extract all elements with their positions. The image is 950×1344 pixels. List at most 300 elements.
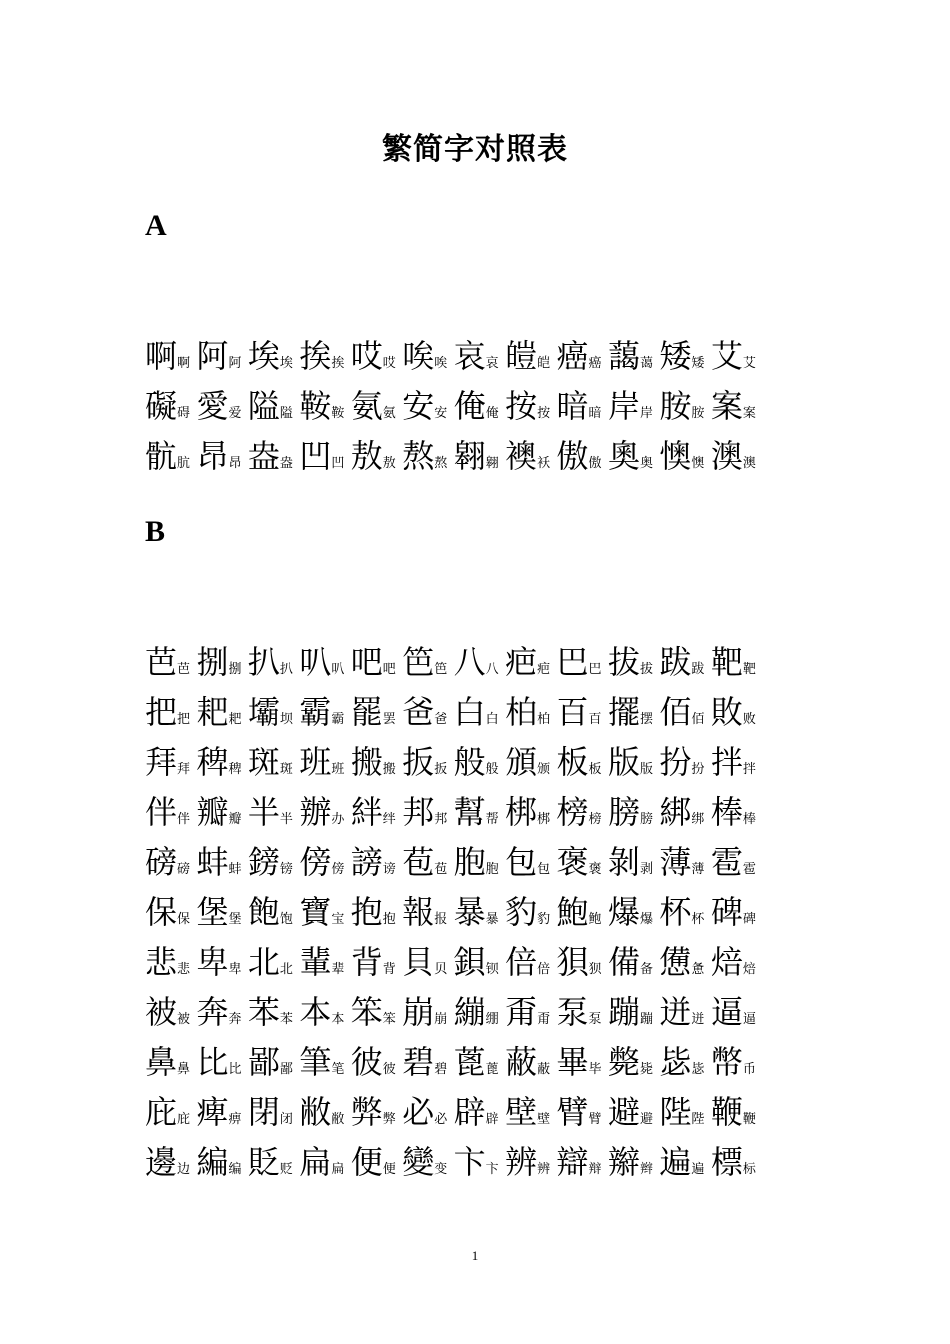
simplified-char: 爸 <box>434 712 448 727</box>
traditional-char: 北 <box>247 943 280 981</box>
simplified-char: 阿 <box>228 356 242 371</box>
simplified-char: 绷 <box>485 1012 499 1027</box>
traditional-char: 畢 <box>556 1043 589 1081</box>
simplified-char: 贝 <box>434 962 448 977</box>
traditional-char: 碧 <box>402 1043 435 1081</box>
simplified-char: 哎 <box>382 356 396 371</box>
traditional-char: 般 <box>453 743 486 781</box>
traditional-char: 鮑 <box>556 893 589 931</box>
simplified-char: 褒 <box>588 862 602 877</box>
simplified-char: 半 <box>279 812 293 827</box>
char-pair <box>248 1137 294 1195</box>
simplified-char: 胺 <box>691 406 705 421</box>
simplified-char: 薄 <box>691 862 705 877</box>
simplified-char: 搬 <box>382 762 396 777</box>
simplified-char: 痹 <box>228 1112 242 1127</box>
traditional-char: 鋇 <box>453 943 486 981</box>
simplified-char: 辨 <box>537 1162 551 1177</box>
char-pair <box>711 1137 757 1195</box>
simplified-char: 饱 <box>279 912 293 927</box>
simplified-char: 狈 <box>588 962 602 977</box>
traditional-char: 瓣 <box>196 793 229 831</box>
simplified-char: 绊 <box>382 812 396 827</box>
char-row <box>145 431 765 481</box>
traditional-char: 百 <box>556 693 589 731</box>
traditional-char: 邊 <box>145 1143 178 1181</box>
simplified-char: 凹 <box>331 456 345 471</box>
traditional-char: 昂 <box>196 437 229 475</box>
simplified-char: 被 <box>177 1012 191 1027</box>
traditional-char: 暗 <box>556 387 589 425</box>
simplified-char: 杯 <box>691 912 705 927</box>
traditional-char: 翱 <box>453 437 486 475</box>
traditional-char: 靶 <box>710 643 743 681</box>
simplified-char: 彼 <box>382 1062 396 1077</box>
traditional-char: 搬 <box>350 743 383 781</box>
simplified-char: 奥 <box>639 456 653 471</box>
traditional-char: 壁 <box>505 1093 538 1131</box>
traditional-char: 磅 <box>145 843 178 881</box>
simplified-char: 拜 <box>177 762 191 777</box>
traditional-char: 辦 <box>299 793 332 831</box>
char-row <box>145 887 765 937</box>
traditional-char: 避 <box>607 1093 640 1131</box>
traditional-char: 辮 <box>607 1143 640 1181</box>
simplified-char: 隘 <box>279 406 293 421</box>
traditional-char: 扮 <box>659 743 692 781</box>
page-number: 1 <box>471 1248 479 1263</box>
simplified-char: 备 <box>639 962 653 977</box>
char-pair <box>351 1137 397 1195</box>
char-pair <box>608 1137 654 1195</box>
traditional-char: 板 <box>556 743 589 781</box>
traditional-char: 絆 <box>350 793 383 831</box>
traditional-char: 卞 <box>453 1143 486 1181</box>
traditional-char: 暴 <box>453 893 486 931</box>
simplified-char: 瓣 <box>228 812 242 827</box>
traditional-char: 案 <box>710 387 743 425</box>
traditional-char: 褒 <box>556 843 589 881</box>
simplified-char: 昂 <box>228 456 242 471</box>
simplified-char: 傍 <box>331 862 345 877</box>
char-row <box>145 1137 765 1187</box>
simplified-char: 伴 <box>177 812 191 827</box>
char-pair <box>145 1137 191 1195</box>
simplified-char: 矮 <box>691 356 705 371</box>
traditional-char: 愛 <box>196 387 229 425</box>
traditional-char: 礙 <box>145 387 178 425</box>
traditional-char: 崩 <box>402 993 435 1031</box>
simplified-char: 疤 <box>537 662 551 677</box>
simplified-char: 鄙 <box>279 1062 293 1077</box>
char-row <box>145 1087 765 1137</box>
traditional-char: 陛 <box>659 1093 692 1131</box>
char-row <box>145 687 765 737</box>
traditional-char: 稗 <box>196 743 229 781</box>
simplified-char: 邦 <box>434 812 448 827</box>
traditional-char: 悲 <box>145 943 178 981</box>
simplified-char: 辟 <box>485 1112 499 1127</box>
simplified-char: 碑 <box>742 912 756 927</box>
simplified-char: 绑 <box>691 812 705 827</box>
traditional-char: 謗 <box>350 843 383 881</box>
traditional-char: 挨 <box>299 337 332 375</box>
simplified-char: 鲍 <box>588 912 602 927</box>
traditional-char: 俺 <box>453 387 486 425</box>
traditional-char: 憊 <box>659 943 692 981</box>
traditional-char: 鞍 <box>299 387 332 425</box>
simplified-char: 碧 <box>434 1062 448 1077</box>
char-row <box>145 1037 765 1087</box>
traditional-char: 壩 <box>247 693 280 731</box>
simplified-char: 扒 <box>279 662 293 677</box>
traditional-char: 鎊 <box>247 843 280 881</box>
traditional-char: 矮 <box>659 337 692 375</box>
traditional-char: 蔽 <box>505 1043 538 1081</box>
traditional-char: 薄 <box>659 843 692 881</box>
simplified-char: 蹦 <box>639 1012 653 1027</box>
simplified-char: 胞 <box>485 862 499 877</box>
simplified-char: 佰 <box>691 712 705 727</box>
traditional-char: 敝 <box>299 1093 332 1131</box>
traditional-char: 梆 <box>505 793 538 831</box>
simplified-char: 泵 <box>588 1012 602 1027</box>
traditional-char: 抱 <box>350 893 383 931</box>
simplified-char: 挨 <box>331 356 345 371</box>
simplified-char: 悲 <box>177 962 191 977</box>
traditional-char: 飽 <box>247 893 280 931</box>
traditional-char: 幫 <box>453 793 486 831</box>
traditional-char: 胺 <box>659 387 692 425</box>
traditional-char: 傲 <box>556 437 589 475</box>
simplified-char: 哀 <box>485 356 499 371</box>
traditional-char: 扒 <box>247 643 280 681</box>
traditional-char: 甭 <box>505 993 538 1031</box>
traditional-char: 弊 <box>350 1093 383 1131</box>
simplified-char: 背 <box>382 962 396 977</box>
traditional-char: 把 <box>145 693 178 731</box>
char-pair <box>402 431 448 489</box>
simplified-char: 唉 <box>434 356 448 371</box>
char-row <box>145 837 765 887</box>
traditional-char: 臂 <box>556 1093 589 1131</box>
char-pair <box>659 431 705 489</box>
simplified-char: 磅 <box>177 862 191 877</box>
simplified-char: 倍 <box>537 962 551 977</box>
simplified-char: 暗 <box>588 406 602 421</box>
traditional-char: 杯 <box>659 893 692 931</box>
char-pair <box>402 1137 448 1195</box>
section-a-char-rows <box>145 331 765 481</box>
traditional-char: 半 <box>247 793 280 831</box>
traditional-char: 碑 <box>710 893 743 931</box>
simplified-char: 镑 <box>279 862 293 877</box>
traditional-char: 霸 <box>299 693 332 731</box>
traditional-char: 捌 <box>196 643 229 681</box>
simplified-char: 霸 <box>331 712 345 727</box>
simplified-char: 标 <box>742 1162 756 1177</box>
simplified-char: 臂 <box>588 1112 602 1127</box>
simplified-char: 北 <box>279 962 293 977</box>
simplified-char: 本 <box>331 1012 345 1027</box>
char-pair <box>248 431 294 489</box>
traditional-char: 柏 <box>505 693 538 731</box>
simplified-char: 毖 <box>691 1062 705 1077</box>
simplified-char: 迸 <box>691 1012 705 1027</box>
traditional-char: 報 <box>402 893 435 931</box>
simplified-char: 碍 <box>177 406 191 421</box>
simplified-char: 敖 <box>382 456 396 471</box>
traditional-char: 鄙 <box>247 1043 280 1081</box>
traditional-char: 傍 <box>299 843 332 881</box>
simplified-char: 俺 <box>485 406 499 421</box>
simplified-char: 熬 <box>434 456 448 471</box>
traditional-char: 罷 <box>350 693 383 731</box>
traditional-char: 敖 <box>350 437 383 475</box>
simplified-char: 膀 <box>639 812 653 827</box>
traditional-char: 迸 <box>659 993 692 1031</box>
traditional-char: 笆 <box>402 643 435 681</box>
simplified-char: 艾 <box>742 356 756 371</box>
traditional-char: 狽 <box>556 943 589 981</box>
traditional-char: 編 <box>196 1143 229 1181</box>
simplified-char: 笆 <box>434 662 448 677</box>
traditional-char: 啊 <box>145 337 178 375</box>
simplified-char: 闭 <box>279 1112 293 1127</box>
simplified-char: 扮 <box>691 762 705 777</box>
simplified-char: 贬 <box>279 1162 293 1177</box>
simplified-char: 蔽 <box>537 1062 551 1077</box>
traditional-char: 痺 <box>196 1093 229 1131</box>
simplified-char: 爆 <box>639 912 653 927</box>
traditional-char: 盎 <box>247 437 280 475</box>
traditional-char: 擺 <box>607 693 640 731</box>
char-pair <box>299 431 345 489</box>
traditional-char: 毖 <box>659 1043 692 1081</box>
simplified-char: 鼻 <box>177 1062 191 1077</box>
char-pair <box>711 431 757 489</box>
traditional-char: 吧 <box>350 643 383 681</box>
traditional-char: 庇 <box>145 1093 178 1131</box>
char-pair <box>454 431 500 489</box>
simplified-char: 八 <box>485 662 499 677</box>
traditional-char: 笨 <box>350 993 383 1031</box>
traditional-char: 襖 <box>505 437 538 475</box>
char-pair <box>145 431 191 489</box>
traditional-char: 拔 <box>607 643 640 681</box>
simplified-char: 蓖 <box>485 1062 499 1077</box>
simplified-char: 傲 <box>588 456 602 471</box>
traditional-char: 班 <box>299 743 332 781</box>
traditional-char: 跋 <box>659 643 692 681</box>
simplified-char: 甭 <box>537 1012 551 1027</box>
simplified-char: 暴 <box>485 912 499 927</box>
simplified-char: 把 <box>177 712 191 727</box>
traditional-char: 必 <box>402 1093 435 1131</box>
traditional-char: 白 <box>453 693 486 731</box>
char-row <box>145 987 765 1037</box>
traditional-char: 頒 <box>505 743 538 781</box>
traditional-char: 奔 <box>196 993 229 1031</box>
traditional-char: 寶 <box>299 893 332 931</box>
traditional-char: 伴 <box>145 793 178 831</box>
simplified-char: 般 <box>485 762 499 777</box>
simplified-char: 鞍 <box>331 406 345 421</box>
simplified-char: 颁 <box>537 762 551 777</box>
simplified-char: 苞 <box>434 862 448 877</box>
simplified-char: 堡 <box>228 912 242 927</box>
simplified-char: 蔼 <box>639 356 653 371</box>
char-pair <box>505 431 551 489</box>
simplified-char: 编 <box>228 1162 242 1177</box>
traditional-char: 骯 <box>145 437 178 475</box>
char-pair <box>557 431 603 489</box>
simplified-char: 啊 <box>177 356 191 371</box>
simplified-char: 弊 <box>382 1112 396 1127</box>
traditional-char: 埃 <box>247 337 280 375</box>
traditional-char: 叭 <box>299 643 332 681</box>
simplified-char: 拔 <box>639 662 653 677</box>
simplified-char: 皑 <box>537 356 551 371</box>
traditional-char: 彼 <box>350 1043 383 1081</box>
traditional-char: 巴 <box>556 643 589 681</box>
simplified-char: 巴 <box>588 662 602 677</box>
simplified-char: 败 <box>742 712 756 727</box>
simplified-char: 按 <box>537 406 551 421</box>
traditional-char: 版 <box>607 743 640 781</box>
simplified-char: 罢 <box>382 712 396 727</box>
traditional-char: 焙 <box>710 943 743 981</box>
traditional-char: 變 <box>402 1143 435 1181</box>
traditional-char: 辟 <box>453 1093 486 1131</box>
simplified-char: 安 <box>434 406 448 421</box>
simplified-char: 办 <box>331 812 345 827</box>
traditional-char: 蚌 <box>196 843 229 881</box>
simplified-char: 钡 <box>485 962 499 977</box>
traditional-char: 雹 <box>710 843 743 881</box>
traditional-char: 鼻 <box>145 1043 178 1081</box>
simplified-char: 豹 <box>537 912 551 927</box>
traditional-char: 背 <box>350 943 383 981</box>
traditional-char: 保 <box>145 893 178 931</box>
simplified-char: 辈 <box>331 962 345 977</box>
traditional-char: 扁 <box>299 1143 332 1181</box>
simplified-char: 氨 <box>382 406 396 421</box>
traditional-char: 逼 <box>710 993 743 1031</box>
simplified-char: 帮 <box>485 812 499 827</box>
traditional-char: 堡 <box>196 893 229 931</box>
simplified-char: 崩 <box>434 1012 448 1027</box>
traditional-char: 剝 <box>607 843 640 881</box>
simplified-char: 蚌 <box>228 862 242 877</box>
section-letter-b: B <box>145 515 166 548</box>
simplified-char: 抱 <box>382 912 396 927</box>
traditional-char: 按 <box>505 387 538 425</box>
traditional-char: 奧 <box>607 437 640 475</box>
char-row <box>145 637 765 687</box>
traditional-char: 卑 <box>196 943 229 981</box>
simplified-char: 棒 <box>742 812 756 827</box>
char-pair <box>454 1137 500 1195</box>
char-pair <box>196 431 242 489</box>
simplified-char: 靶 <box>742 662 756 677</box>
traditional-char: 芭 <box>145 643 178 681</box>
char-row <box>145 381 765 431</box>
simplified-char: 剥 <box>639 862 653 877</box>
simplified-char: 榜 <box>588 812 602 827</box>
char-row <box>145 787 765 837</box>
simplified-char: 币 <box>742 1062 756 1077</box>
simplified-char: 扳 <box>434 762 448 777</box>
simplified-char: 敝 <box>331 1112 345 1127</box>
simplified-char: 庇 <box>177 1112 191 1127</box>
char-pair <box>351 431 397 489</box>
simplified-char: 卑 <box>228 962 242 977</box>
traditional-char: 蹦 <box>607 993 640 1031</box>
simplified-char: 盎 <box>279 456 293 471</box>
traditional-char: 岸 <box>607 387 640 425</box>
char-row <box>145 737 765 787</box>
traditional-char: 拌 <box>710 743 743 781</box>
traditional-char: 唉 <box>402 337 435 375</box>
traditional-char: 斃 <box>607 1043 640 1081</box>
traditional-char: 氨 <box>350 387 383 425</box>
simplified-char: 遍 <box>691 1162 705 1177</box>
traditional-char: 鞭 <box>710 1093 743 1131</box>
simplified-char: 扁 <box>331 1162 345 1177</box>
traditional-char: 爸 <box>402 693 435 731</box>
simplified-char: 白 <box>485 712 499 727</box>
simplified-char: 必 <box>434 1112 448 1127</box>
char-row <box>145 331 765 381</box>
simplified-char: 案 <box>742 406 756 421</box>
simplified-char: 笔 <box>331 1062 345 1077</box>
simplified-char: 岸 <box>639 406 653 421</box>
simplified-char: 变 <box>434 1162 448 1177</box>
simplified-char: 宝 <box>331 912 345 927</box>
simplified-char: 摆 <box>639 712 653 727</box>
simplified-char: 谤 <box>382 862 396 877</box>
simplified-char: 斑 <box>279 762 293 777</box>
traditional-char: 扳 <box>402 743 435 781</box>
traditional-char: 佰 <box>659 693 692 731</box>
traditional-char: 棒 <box>710 793 743 831</box>
traditional-char: 耙 <box>196 693 229 731</box>
traditional-char: 苯 <box>247 993 280 1031</box>
simplified-char: 毙 <box>639 1062 653 1077</box>
traditional-char: 胞 <box>453 843 486 881</box>
simplified-char: 袄 <box>537 456 551 471</box>
simplified-char: 奔 <box>228 1012 242 1027</box>
simplified-char: 陛 <box>691 1112 705 1127</box>
traditional-char: 懊 <box>659 437 692 475</box>
traditional-char: 隘 <box>247 387 280 425</box>
simplified-char: 班 <box>331 762 345 777</box>
traditional-char: 貶 <box>247 1143 280 1181</box>
simplified-char: 捌 <box>228 662 242 677</box>
section-letter-a: A <box>145 209 167 242</box>
char-row <box>145 937 765 987</box>
traditional-char: 癌 <box>556 337 589 375</box>
traditional-char: 便 <box>350 1143 383 1181</box>
traditional-char: 比 <box>196 1043 229 1081</box>
traditional-char: 邦 <box>402 793 435 831</box>
simplified-char: 版 <box>639 762 653 777</box>
simplified-char: 避 <box>639 1112 653 1127</box>
traditional-char: 貝 <box>402 943 435 981</box>
simplified-char: 壁 <box>537 1112 551 1127</box>
char-pair <box>299 1137 345 1195</box>
